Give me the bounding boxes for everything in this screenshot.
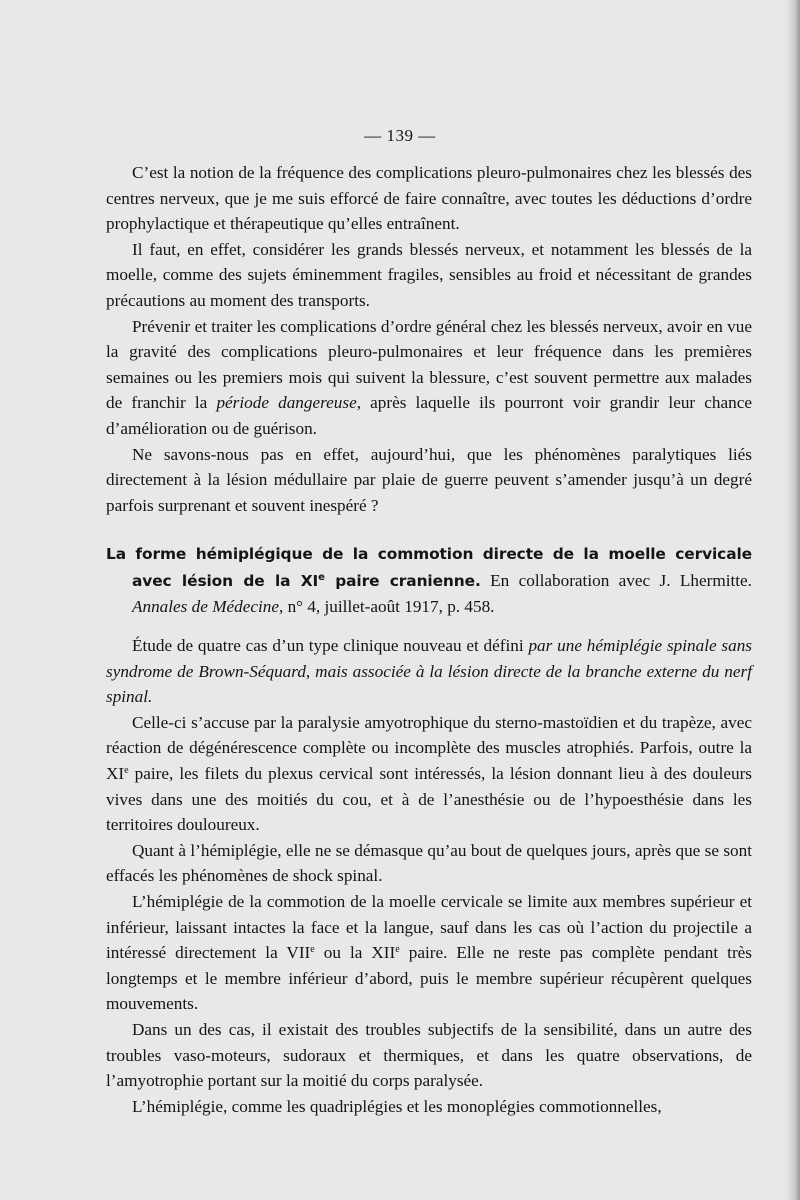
superscript: e xyxy=(310,944,315,956)
paragraph-text: ou la XII xyxy=(314,943,396,963)
superscript: e xyxy=(395,944,400,956)
entry-title-text-end: paire cranienne. xyxy=(324,571,481,590)
page-number: — 139 — xyxy=(364,126,436,145)
section-hemiplegia xyxy=(106,633,752,1119)
paragraph: Il faut, en effet, considérer les grands blessés nerveux, et notamment les blessés de la moelle, comme des sujets éminemment fragiles, sensibles au froid et nécessitant de grandes précautions au moment des transports. xyxy=(106,239,752,310)
italic-phrase: période dangereuse xyxy=(216,393,357,413)
superscript: e xyxy=(124,764,129,776)
superscript: e xyxy=(318,571,325,583)
paragraph-text: paire. Elle ne reste pas complète pendant très longtemps et le membre inférieur d’abord, puis le membre supérieur récupèrent quelques mouvements. xyxy=(106,943,752,1014)
citation-details: , n° 4, juillet-août 1917, p. 458. xyxy=(278,597,495,617)
paragraph xyxy=(106,314,752,442)
entry-title xyxy=(106,541,752,620)
paragraph xyxy=(106,633,752,710)
section-pleuro-pulmonary xyxy=(106,160,752,518)
paragraph: C’est la notion de la fréquence des complications pleuro-pulmonaires chez les blessés des centres nerveux, que je me suis efforcé de faire connaître, avec toutes les déductions d’ordre prophylactique et thérapeutique qu’elles entraînent. xyxy=(106,163,752,234)
paragraph-text: paire, les filets du plexus cervical sont intéressés, la lésion donnant lieu à des douleurs vives dans une des moitiés du cou, et à de l’anesthésie ou de l’hypoesthésie dans les territoires douloureux. xyxy=(106,763,752,835)
paragraph: Ne savons-nous pas en effet, aujourd’hui, que les phénomènes paralytiques liés directement à la lésion médullaire par plaie de guerre peuvent s’amender jusqu’à un degré parfois surprenant et souvent inespéré ? xyxy=(106,444,752,515)
paragraph xyxy=(106,710,752,838)
paragraph: Quant à l’hémiplégie, elle ne se démasque qu’au bout de quelques jours, après que se sont effacés les phénomènes de shock spinal. xyxy=(106,840,752,886)
paragraph-text: , après laquelle ils pourront voir grandir leur chance d’amélioration ou de guérison. xyxy=(106,393,752,438)
paragraph xyxy=(106,889,752,1017)
collaboration-note: En collaboration avec J. Lhermitte. xyxy=(480,570,752,590)
paragraph: L’hémiplégie, comme les quadriplégies et les monoplégies commotionnelles, xyxy=(132,1096,662,1116)
journal-name: Annales de Médecine xyxy=(132,597,279,617)
paragraph-text: L’hémiplégie de la commotion de la moelle cervicale se limite aux membres supérieur et inférieur, laissant intactes la face et la langue, sauf dans les cas où l’action du projectile a intéressé directement la VII xyxy=(106,891,752,963)
entry-title-text: La forme hémiplégique de la commotion directe de la moelle cervicale avec lésion de la XI xyxy=(106,545,752,590)
paragraph: Dans un des cas, il existait des troubles subjectifs de la sensibilité, dans un autre des troubles vaso-moteurs, sudoraux et thermiques, et dans les quatre observations, de l’amyotrophie portant sur la moitié du corps paralysée. xyxy=(106,1019,752,1091)
paragraph-text: Prévenir et traiter les complications d’ordre général chez les blessés nerveux, avoir en vue la gravité des complications pleuro-pulmonaires et leur fréquence dans les premières semaines ou les premiers mois qui suivent la blessure, c’est souvent permettre aux malades de franchir la xyxy=(106,316,752,413)
bibliography-entry xyxy=(106,541,752,620)
paragraph-text: Celle-ci s’accuse par la paralysie amyotrophique du sterno-mastoïdien et du trapèze, avec réaction de dégénérescence complète ou incomplète des muscles atrophiés. Parfois, outre la XI xyxy=(106,712,752,783)
italic-phrase: par une hémiplégie spinale sans syndrome de Brown-Séquard, mais associée à la lésion directe de la branche externe du nerf spinal. xyxy=(106,636,752,707)
page-edge-shadow xyxy=(786,0,800,1200)
paragraph-text: Étude de quatre cas d’un type clinique nouveau et défini xyxy=(132,636,529,655)
